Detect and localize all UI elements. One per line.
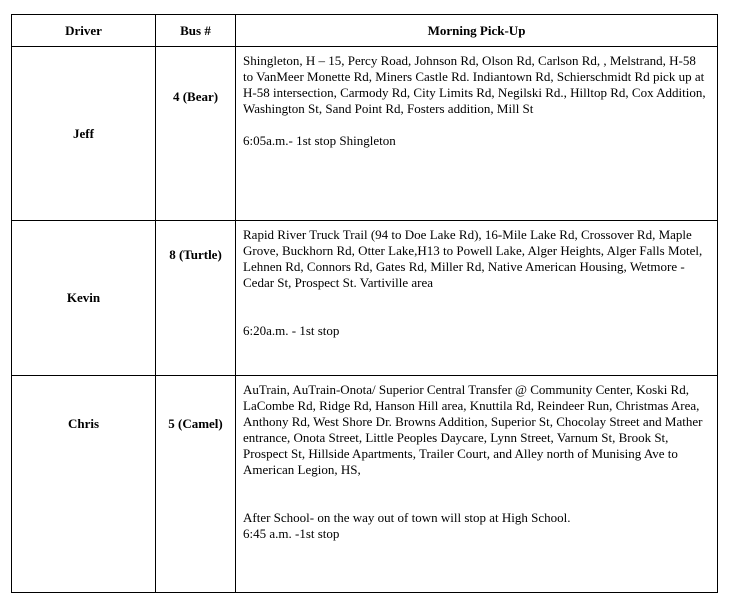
driver-name: Jeff: [12, 47, 156, 221]
driver-name: Kevin: [12, 221, 156, 376]
bus-number: 8 (Turtle): [156, 221, 236, 376]
table-row: [12, 376, 718, 593]
bus-schedule-table: [11, 14, 718, 593]
bus-number: 4 (Bear): [156, 47, 236, 221]
after-school-note: After School- on the way out of town will stop at High School.: [243, 510, 571, 525]
route-cell: [236, 47, 718, 221]
route-description: AuTrain, AuTrain-Onota/ Superior Central Transfer @ Community Center, Koski Rd, LaCombe Rd, Ridge Rd, Hanson Hill area, Knuttila Rd, Reindeer Run, Christmas Area, Anthony Rd, West Shore Dr. Browns Addition, Superior St, Chocolay Street and Mather entrance, Onota Street, Little Peoples Daycare, Lynn Street, Varnum St, Brook St, Prospect St, Hillside Apartments, Trailer Court, and Alley north of Munising Ave to American Legion, HS,: [243, 382, 703, 477]
route-cell: [236, 376, 718, 593]
table-header-row: [12, 15, 718, 47]
bus-number: 5 (Camel): [156, 376, 236, 593]
header-driver: Driver: [12, 15, 156, 47]
route-description: Shingleton, H – 15, Percy Road, Johnson Rd, Olson Rd, Carlson Rd, , Melstrand, H-58 to VanMeer Monette Rd, Miners Castle Rd. Indiantown Rd, Schierschmidt Rd pick up at H-58 intersection, Carmody Rd, City Limits Rd, Negilski Rd., Hilltop Rd, Cox Addition, Washington St, Sand Point Rd, Fosters addition, Mill St: [243, 53, 706, 116]
first-stop-note: 6:05a.m.- 1st stop Shingleton: [243, 133, 396, 148]
table-row: [12, 221, 718, 376]
header-bus-number: Bus #: [156, 15, 236, 47]
first-stop-note: 6:45 a.m. -1st stop: [243, 526, 340, 541]
route-description: Rapid River Truck Trail (94 to Doe Lake Rd), 16-Mile Lake Rd, Crossover Rd, Maple Grove, Buckhorn Rd, Otter Lake,H13 to Powell Lake, Alger Heights, Alger Falls Motel, Lehnen Rd, Connors Rd, Gates Rd, Miller Rd, Native American Housing, Wetmore - Cedar St, Prospect St. Vartiville area: [243, 227, 703, 290]
first-stop-note: 6:20a.m. - 1st stop: [243, 323, 340, 338]
header-morning-pickup: Morning Pick-Up: [236, 15, 718, 47]
driver-name: Chris: [12, 376, 156, 593]
route-cell: [236, 221, 718, 376]
table-row: [12, 47, 718, 221]
